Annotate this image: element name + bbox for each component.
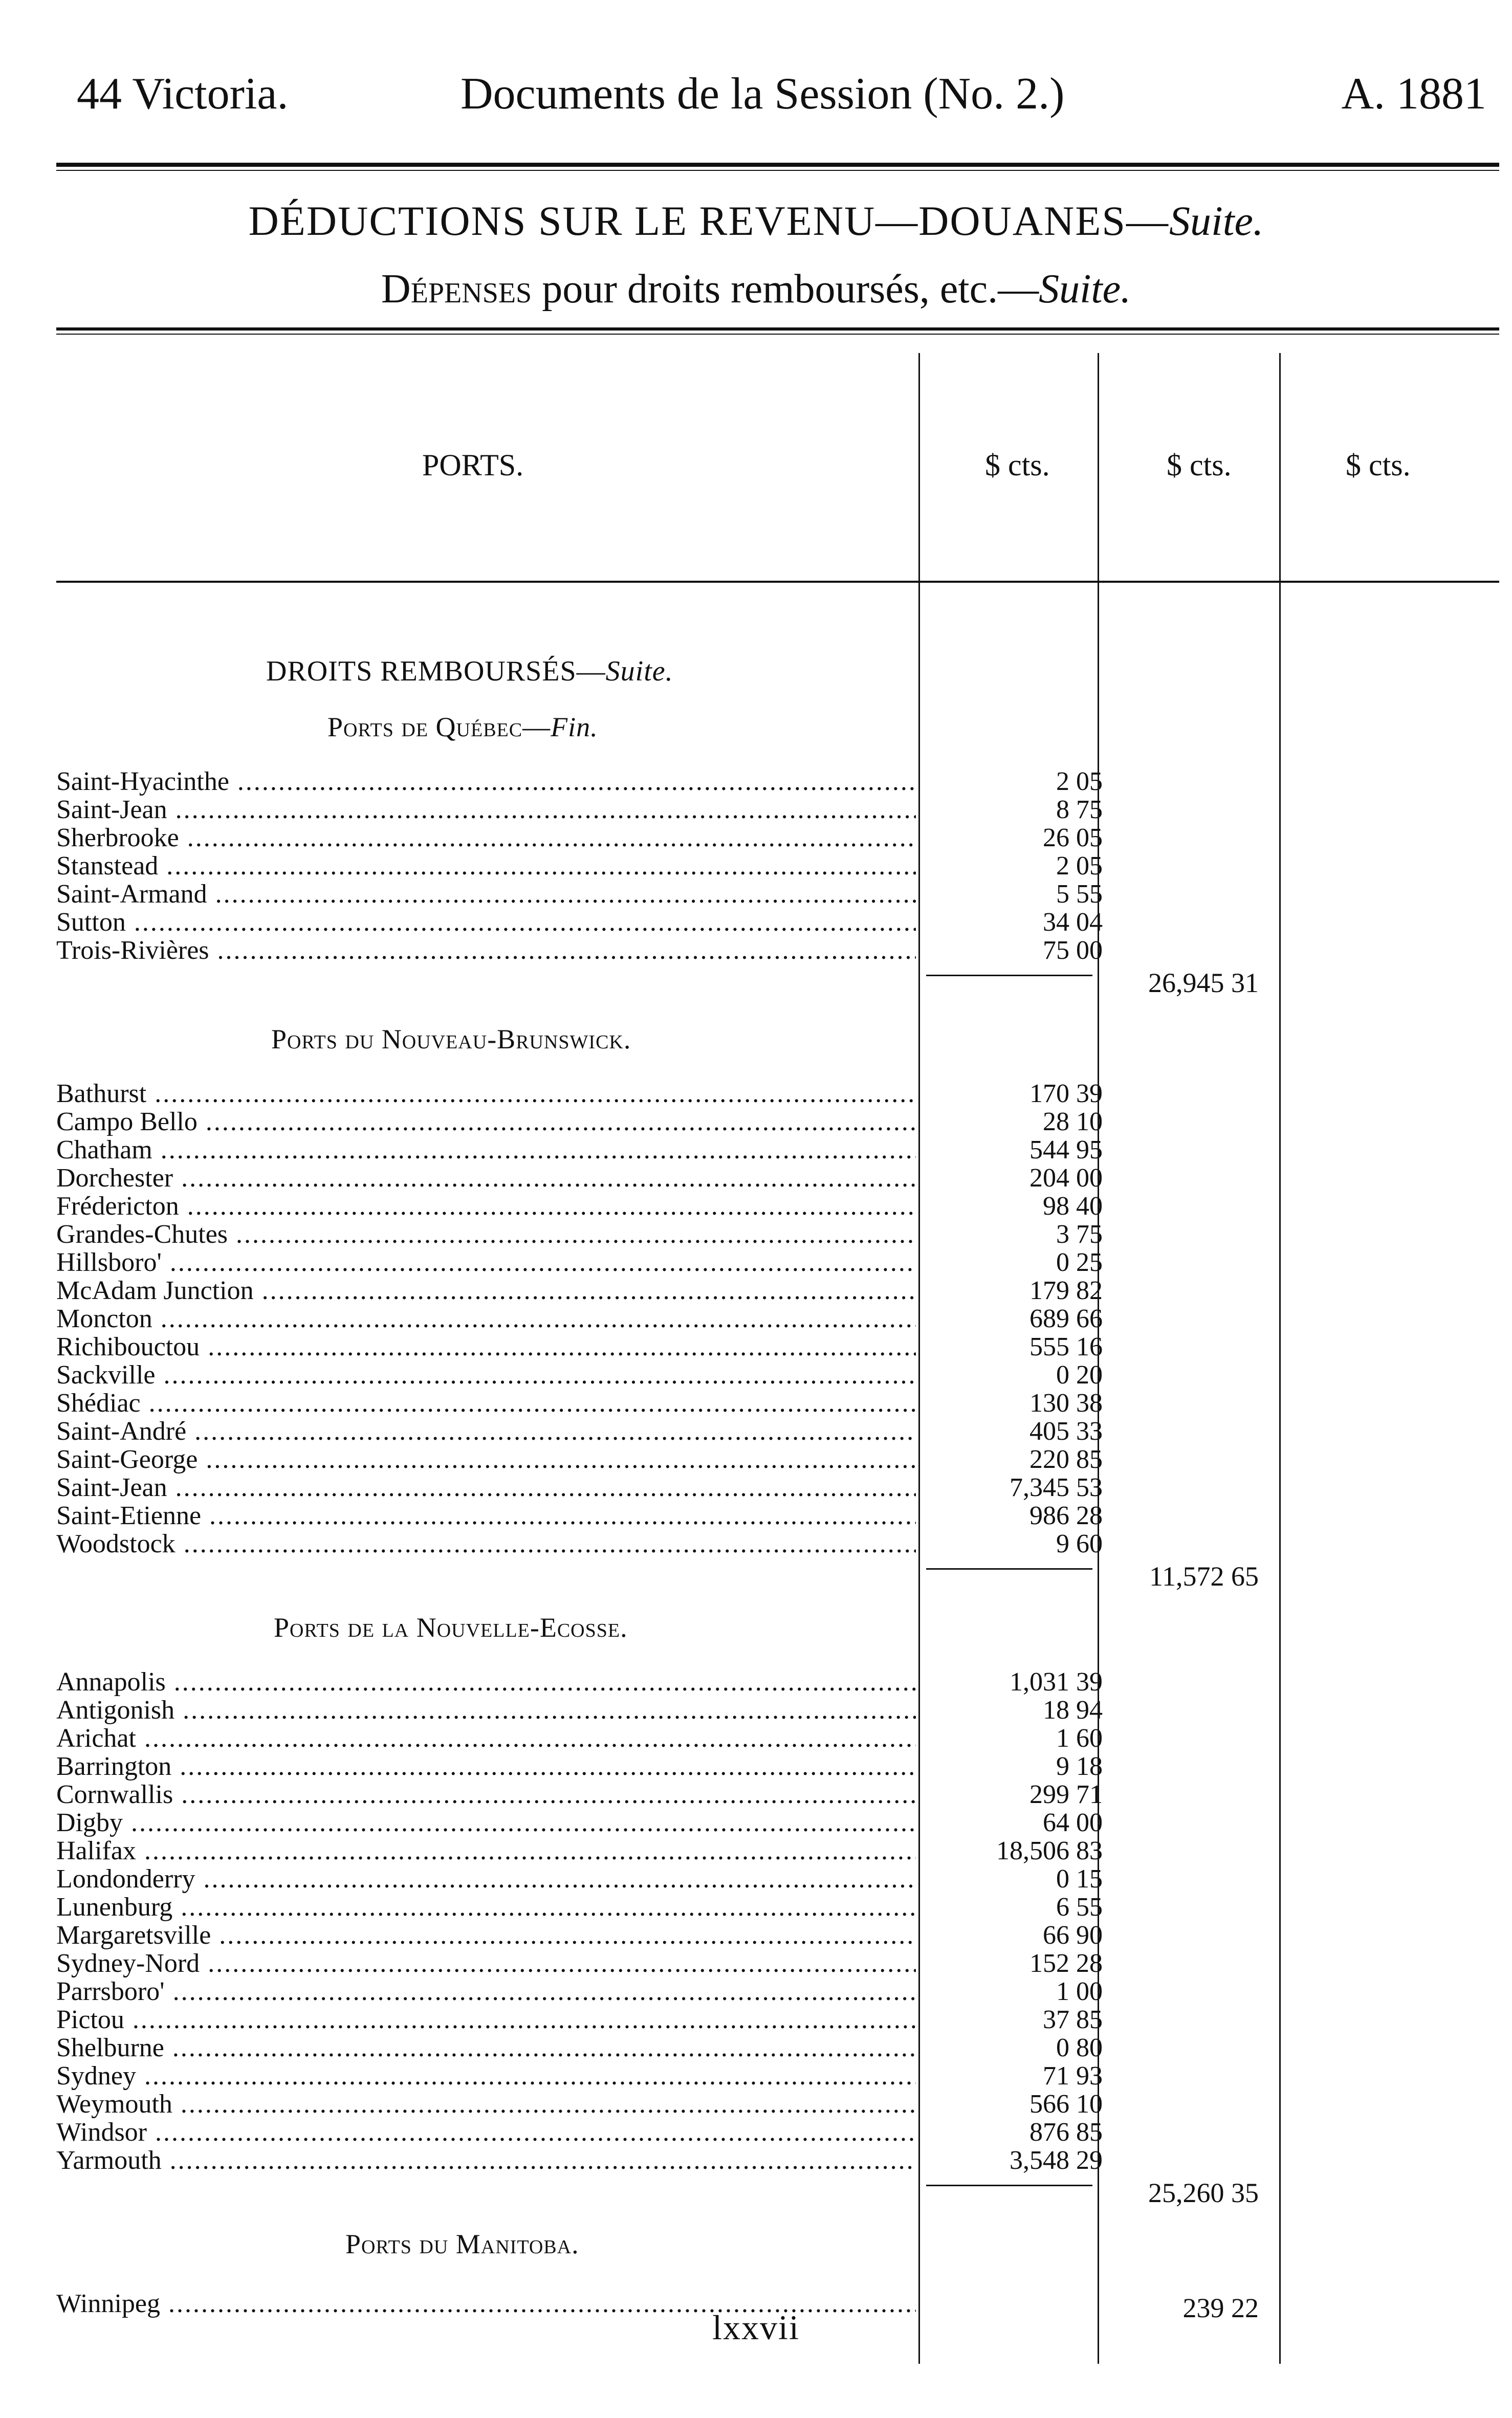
section-main-title (266, 655, 673, 688)
table-row (56, 1164, 1438, 1192)
port-name: Saint-George ..... (56, 1445, 916, 1474)
port-name: Hillsboro' ..... (56, 1248, 916, 1277)
table-row (56, 852, 1438, 880)
section-title-text: Ports de Québec— (327, 712, 551, 742)
port-name: Stanstead ..... (56, 852, 916, 880)
port-name: Pictou ..... (56, 2006, 916, 2034)
port-name: Sydney-Nord ..... (56, 1949, 916, 1977)
port-value: 986 28 (1029, 1501, 1103, 1530)
port-name: Barrington ..... (56, 1752, 916, 1780)
main-title-suffix: Suite. (1169, 197, 1264, 244)
port-name: Moncton ..... (56, 1305, 916, 1333)
port-value: 3 75 (1056, 1220, 1103, 1249)
port-name: Winnipeg ..... (56, 2290, 916, 2318)
table-row (56, 880, 1438, 908)
port-name: Saint-Jean ..... (56, 1474, 916, 1502)
section-total: 26,945 31 (1148, 968, 1259, 998)
table-top-rule (56, 327, 1499, 331)
port-name: Bathurst ..... (56, 1080, 916, 1108)
table-row (56, 1080, 1438, 1108)
section-title-nouveau-brunswick (271, 1023, 631, 1055)
header-rule-thin (56, 170, 1499, 171)
section-main-title-text: DROITS REMBOURSÉS— (266, 655, 606, 687)
column-header-amount-1: $ cts. (985, 448, 1050, 482)
port-value: 34 04 (1043, 908, 1103, 937)
port-name: Annapolis ..... (56, 1668, 916, 1696)
port-name: Shelburne ..... (56, 2034, 916, 2062)
port-value: 179 82 (1029, 1276, 1103, 1305)
table-row (56, 1752, 1438, 1780)
port-value: 26 05 (1043, 823, 1103, 852)
subtotal-rule (926, 2185, 1092, 2186)
table-row (56, 1474, 1438, 1502)
subtotal-rule (926, 975, 1092, 976)
port-name: Yarmouth ..... (56, 2146, 916, 2174)
port-value: 0 80 (1056, 2033, 1103, 2062)
port-value: 2 05 (1056, 851, 1103, 881)
port-value: 0 20 (1056, 1360, 1103, 1390)
table-row (56, 2006, 1438, 2034)
table-row (56, 1668, 1438, 1696)
port-name: Saint-Hyacinthe ..... (56, 767, 916, 796)
table-row (56, 1865, 1438, 1893)
table-row (56, 2062, 1438, 2090)
section-title-quebec (327, 711, 598, 743)
port-value: 71 93 (1043, 2061, 1103, 2091)
port-value: 18 94 (1043, 1696, 1103, 1725)
section-title-text: Ports du Manitoba. (345, 2229, 579, 2259)
port-value: 566 10 (1029, 2090, 1103, 2119)
table-row (56, 936, 1438, 964)
section-total: 11,572 65 (1149, 1561, 1259, 1592)
sub-title (0, 266, 1512, 313)
sub-title-text: pour droits remboursés, etc.— (532, 267, 1039, 312)
table-row (56, 1445, 1438, 1474)
table-row (56, 1248, 1438, 1277)
port-value: 204 00 (1029, 1163, 1103, 1193)
port-name: Frédericton ..... (56, 1192, 916, 1220)
port-name: Antigonish ..... (56, 1696, 916, 1724)
table-row (56, 1192, 1438, 1220)
port-value: 75 00 (1043, 936, 1103, 965)
table-row (56, 1696, 1438, 1724)
port-value: 1 60 (1056, 1724, 1103, 1753)
port-name: Saint-Jean ..... (56, 796, 916, 824)
table-top-rule-thin (56, 334, 1499, 335)
table-row (56, 767, 1438, 796)
port-value: 3,548 29 (1010, 2146, 1103, 2175)
port-value: 18,506 83 (996, 1836, 1103, 1865)
table-row (56, 1780, 1438, 1809)
column-header-ports: PORTS. (422, 448, 524, 482)
table-row (56, 1949, 1438, 1977)
port-value: 2 05 (1056, 767, 1103, 796)
port-value: 37 85 (1043, 2005, 1103, 2034)
header-rule (56, 163, 1499, 167)
port-value: 9 60 (1056, 1529, 1103, 1558)
table-row (56, 1724, 1438, 1752)
port-name: Saint-Etienne ..... (56, 1502, 916, 1530)
section-total: 239 22 (1182, 2293, 1259, 2323)
table-row (56, 1977, 1438, 2006)
table-row (56, 1809, 1438, 1837)
section-title-suffix: Fin. (551, 712, 598, 742)
section-main-title-suffix: Suite. (605, 655, 673, 687)
table-row (56, 1530, 1438, 1558)
column-header-amount-2: $ cts. (1167, 448, 1232, 482)
port-name: Grandes-Chutes ..... (56, 1220, 916, 1248)
section-title-text: Ports de la Nouvelle-Ecosse. (274, 1612, 628, 1643)
port-name: Woodstock ..... (56, 1530, 916, 1558)
port-value: 28 10 (1043, 1107, 1103, 1136)
column-header-amount-3: $ cts. (1346, 448, 1411, 482)
table-row (56, 1893, 1438, 1921)
port-name: Sherbrooke ..... (56, 824, 916, 852)
port-value: 689 66 (1029, 1304, 1103, 1333)
section-title-text: Ports du Nouveau-Brunswick. (271, 1024, 631, 1054)
port-name: Halifax ..... (56, 1837, 916, 1865)
header-session: Documents de la Session (No. 2.) (461, 69, 1065, 119)
main-title (0, 197, 1512, 245)
port-value: 0 25 (1056, 1248, 1103, 1277)
port-value: 5 55 (1056, 880, 1103, 909)
port-name: McAdam Junction ..... (56, 1277, 916, 1305)
subtotal-rule (926, 1568, 1092, 1570)
table-row (56, 1837, 1438, 1865)
port-value: 6 55 (1056, 1893, 1103, 1922)
port-name: Sydney ..... (56, 2062, 916, 2090)
port-name: Parrsboro' ..... (56, 1977, 916, 2006)
table-row (56, 2090, 1438, 2118)
port-value: 0 15 (1056, 1864, 1103, 1894)
port-value: 544 95 (1029, 1135, 1103, 1164)
section-total: 25,260 35 (1148, 2178, 1259, 2208)
table-row (56, 1108, 1438, 1136)
table-row (56, 1136, 1438, 1164)
table-row (56, 908, 1438, 936)
port-value: 98 40 (1043, 1192, 1103, 1221)
table-row (56, 2034, 1438, 2062)
port-value: 170 39 (1029, 1079, 1103, 1108)
port-value: 7,345 53 (1010, 1473, 1103, 1502)
table-row (56, 824, 1438, 852)
section-title-manitoba (345, 2228, 579, 2260)
port-value: 9 18 (1056, 1752, 1103, 1781)
port-name: Cornwallis ..... (56, 1780, 916, 1809)
port-value: 220 85 (1029, 1445, 1103, 1474)
table-row (56, 1417, 1438, 1445)
port-name: Trois-Rivières ..... (56, 936, 916, 964)
port-name: Windsor ..... (56, 2118, 916, 2146)
port-value: 299 71 (1029, 1780, 1103, 1809)
header-year: A. 1881 (1341, 69, 1486, 119)
table-row (56, 1277, 1438, 1305)
page-number: lxxvii (712, 2308, 800, 2347)
port-name: Dorchester ..... (56, 1164, 916, 1192)
port-name: Chatham ..... (56, 1136, 916, 1164)
header-volume: 44 Victoria. (77, 69, 289, 119)
sub-title-caps: Dépenses (381, 267, 532, 312)
port-name: Sutton ..... (56, 908, 916, 936)
sub-title-suffix: Suite. (1039, 267, 1131, 312)
table-row (56, 2146, 1438, 2174)
table-row (56, 1502, 1438, 1530)
port-name: Campo Bello ..... (56, 1108, 916, 1136)
port-name: Lunenburg ..... (56, 1893, 916, 1921)
port-name: Saint-André ..... (56, 1417, 916, 1445)
table-row (56, 1333, 1438, 1361)
port-value: 64 00 (1043, 1808, 1103, 1837)
port-value: 1 00 (1056, 1977, 1103, 2006)
table-row (56, 1361, 1438, 1389)
port-value: 8 75 (1056, 795, 1103, 824)
table-row (56, 1305, 1438, 1333)
port-name: Weymouth ..... (56, 2090, 916, 2118)
table-row (56, 1220, 1438, 1248)
main-title-text: DÉDUCTIONS SUR LE REVENU—DOUANES— (248, 197, 1169, 244)
port-value: 66 90 (1043, 1921, 1103, 1950)
port-value: 876 85 (1029, 2118, 1103, 2147)
port-name: Richibouctou ..... (56, 1333, 916, 1361)
table-row (56, 1921, 1438, 1949)
port-value: 130 38 (1029, 1389, 1103, 1418)
table-row (56, 796, 1438, 824)
port-name: Arichat ..... (56, 1724, 916, 1752)
port-name: Sackville ..... (56, 1361, 916, 1389)
table-row (56, 2118, 1438, 2146)
port-name: Saint-Armand ..... (56, 880, 916, 908)
section-title-nouvelle-ecosse (274, 1612, 628, 1643)
port-name: Margaretsville ..... (56, 1921, 916, 1949)
port-name: Londonderry ..... (56, 1865, 916, 1893)
column-header-rule (56, 581, 1499, 583)
port-name: Shédiac ..... (56, 1389, 916, 1417)
table-row (56, 1389, 1438, 1417)
port-name: Digby ..... (56, 1809, 916, 1837)
port-value: 555 16 (1029, 1332, 1103, 1361)
port-value: 152 28 (1029, 1949, 1103, 1978)
port-value: 1,031 39 (1010, 1667, 1103, 1697)
port-value: 405 33 (1029, 1417, 1103, 1446)
